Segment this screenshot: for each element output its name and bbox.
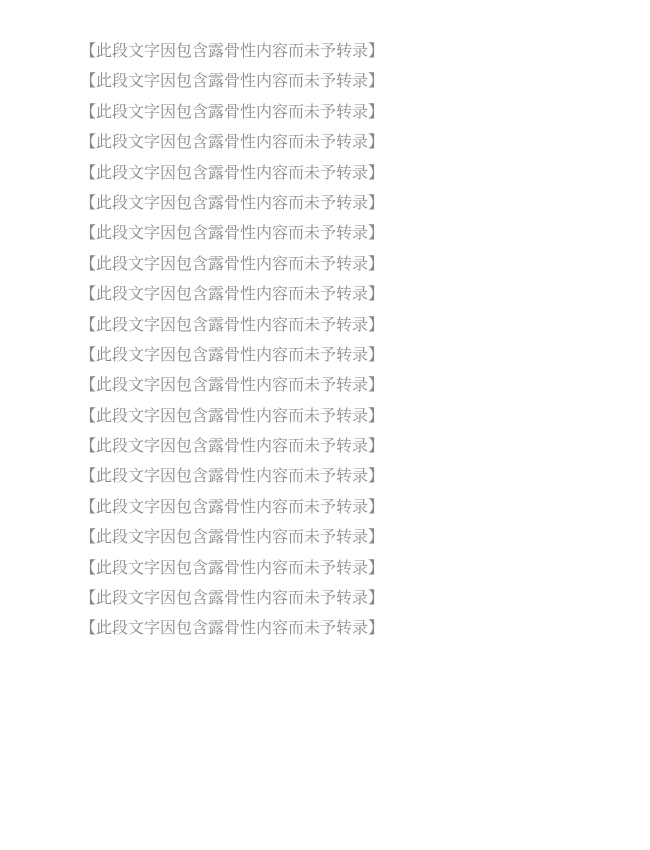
paragraph-redacted: 【此段文字因包含露骨性内容而未予转录】: [80, 223, 385, 243]
paragraph-redacted: 【此段文字因包含露骨性内容而未予转录】: [80, 496, 385, 516]
paragraph-redacted: 【此段文字因包含露骨性内容而未予转录】: [80, 375, 385, 395]
paragraph-redacted: 【此段文字因包含露骨性内容而未予转录】: [80, 527, 385, 547]
paragraph-redacted: 【此段文字因包含露骨性内容而未予转录】: [80, 101, 385, 121]
paragraph-redacted: 【此段文字因包含露骨性内容而未予转录】: [80, 466, 385, 486]
paragraph-redacted: 【此段文字因包含露骨性内容而未予转录】: [80, 344, 385, 364]
paragraph-redacted: 【此段文字因包含露骨性内容而未予转录】: [80, 132, 385, 152]
paragraph-redacted: 【此段文字因包含露骨性内容而未予转录】: [80, 557, 385, 577]
paragraph-redacted: 【此段文字因包含露骨性内容而未予转录】: [80, 618, 385, 638]
paragraph-redacted: 【此段文字因包含露骨性内容而未予转录】: [80, 436, 385, 456]
paragraph-redacted: 【此段文字因包含露骨性内容而未予转录】: [80, 405, 385, 425]
paragraph-redacted: 【此段文字因包含露骨性内容而未予转录】: [80, 253, 385, 273]
paragraph-redacted: 【此段文字因包含露骨性内容而未予转录】: [80, 41, 385, 60]
paragraph-redacted: 【此段文字因包含露骨性内容而未予转录】: [80, 588, 385, 608]
paragraph-redacted: 【此段文字因包含露骨性内容而未予转录】: [80, 192, 385, 212]
paragraph-redacted: 【此段文字因包含露骨性内容而未予转录】: [80, 314, 385, 334]
paragraph-redacted: 【此段文字因包含露骨性内容而未予转录】: [80, 284, 385, 304]
paragraph-redacted: 【此段文字因包含露骨性内容而未予转录】: [80, 71, 385, 91]
paragraph-redacted: 【此段文字因包含露骨性内容而未予转录】: [80, 162, 385, 182]
